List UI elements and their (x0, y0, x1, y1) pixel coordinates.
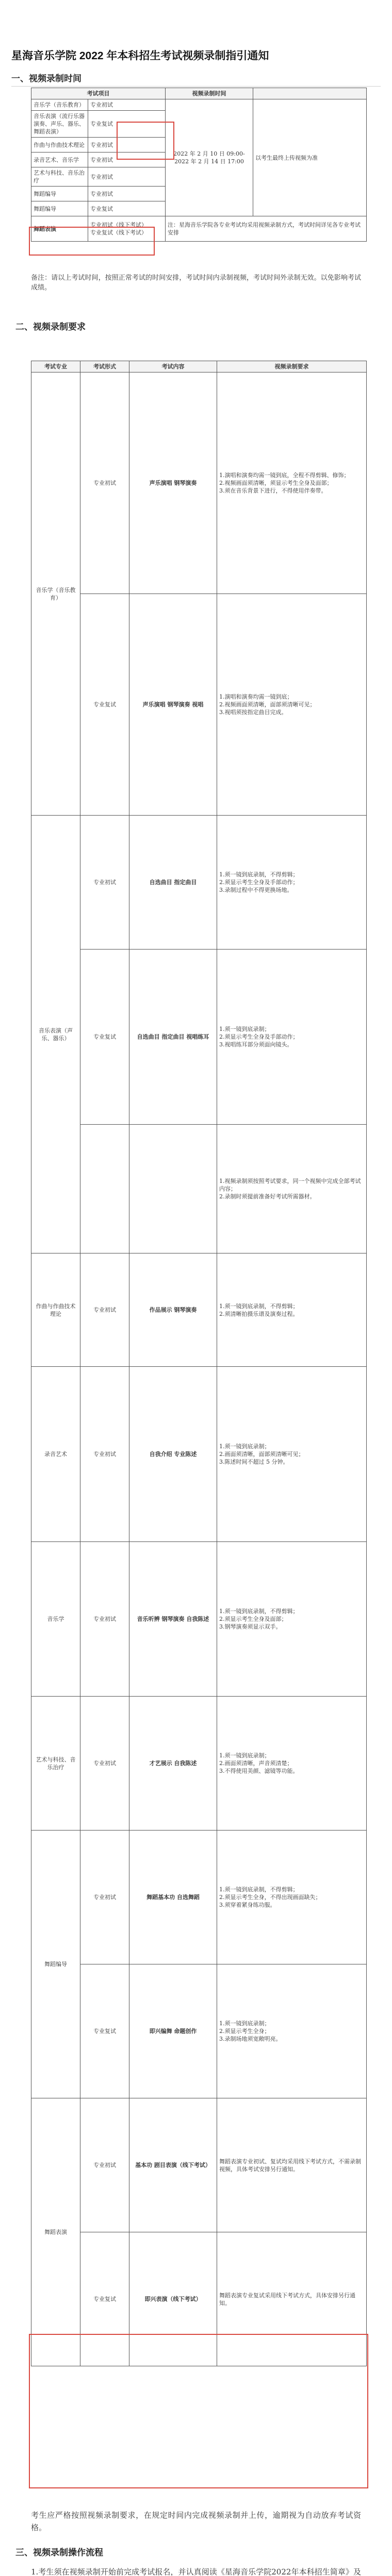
req-major: 作曲与作曲技术理论 (31, 1253, 80, 1367)
dance-highlight-box (29, 227, 155, 256)
schedule-label: 作曲与作曲技术理论 (31, 138, 88, 152)
req-header-requirement: 视频录制要求 (217, 361, 367, 372)
req-text: 1.演唱和演奏均需一镜到底； 2.视频画面须清晰，面部须清晰可见； 3.视唱须按指定曲目完成。 (217, 594, 367, 816)
schedule-highlight-detail: 专业初试（线下考试） 专业复试（线下考试） (88, 216, 166, 242)
schedule-header-empty (253, 88, 367, 99)
req-text: 1.须一镜到底录制； 2.画面须清晰，面部须清晰可见； 3.陈述时间不超过 5 分钟。 (217, 1367, 367, 1542)
req-text: 1.须一镜到底录制； 2.须显示考生全身； 3.录制场地须宽敞明亮。 (217, 1964, 367, 2098)
schedule-sub: 专业初试 (88, 138, 166, 152)
schedule-note: 以考生最终上传视频为准 (253, 99, 367, 216)
schedule-sub: 专业复试 (88, 201, 166, 216)
schedule-sub: 专业初试 (88, 187, 166, 201)
req-form: 专业复试 (80, 950, 129, 1125)
schedule-time: 2022 年 2 月 10 日 09:00-2022 年 2 月 14 日 17:00 (166, 99, 253, 216)
page-title: 星海音乐学院 2022 年本科招生考试视频录制指引通知 (11, 50, 269, 62)
schedule-header-project: 考试项目 (31, 88, 166, 99)
schedule-label: 录音艺术、音乐学 (31, 152, 88, 167)
req-content: 作品展示 钢琴演奏 (129, 1253, 217, 1367)
req-row (31, 1964, 367, 2098)
req-form: 专业初试 (80, 1367, 129, 1542)
req-header-form: 考试形式 (80, 361, 129, 372)
section3-intro: 考生应严格按照视频录制要求，在规定时间内完成视频录制并上传，逾期视为自动放弃考试资格。 (31, 2511, 361, 2532)
req-form (80, 1125, 129, 1253)
req-row (31, 1253, 367, 1367)
req-row (31, 1831, 367, 1964)
req-content: 自我介绍 专业陈述 (129, 1367, 217, 1542)
schedule-label: 艺术与科技、音乐治疗 (31, 167, 88, 187)
req-content: 舞蹈基本功 自选舞蹈 (129, 1831, 217, 1964)
req-form: 专业复试 (80, 1964, 129, 2098)
req-text: 舞蹈表演专业初试、复试均采用线下考试方式，不需录制视频，具体考试安排另行通知。 (217, 2098, 367, 2232)
req-content: 声乐演唱 钢琴演奏 视唱 (129, 594, 217, 816)
req-text: 1.视频录制须按照考试要求，同一个视频中完成全部考试内容； 2.录制时须提前准备好考试所需器材。 (217, 1125, 367, 1253)
req-form: 专业复试 (80, 594, 129, 816)
req-form: 专业复试 (80, 2232, 129, 2366)
req-text: 1.须一镜到底录制，不得剪辑； 2.须清晰拍摄乐谱及演奏过程。 (217, 1253, 367, 1367)
req-form: 专业初试 (80, 372, 129, 594)
req-major: 舞蹈表演 (31, 2098, 80, 2366)
req-form: 专业初试 (80, 1542, 129, 1697)
schedule-header-time: 视频录制时间 (166, 88, 253, 99)
schedule-label: 音乐学（音乐教育） (31, 99, 88, 111)
req-text: 1.演唱和演奏均需一镜到底，全程不得剪辑、修饰； 2.视频画面须清晰，须显示考生全身及面部； 3.须在音乐背景下进行，不得使用伴奏带。 (217, 372, 367, 594)
req-header-content: 考试内容 (129, 361, 217, 372)
req-form: 专业初试 (80, 816, 129, 950)
req-row (31, 372, 367, 594)
req-text: 舞蹈表演专业复试采用线下考试方式，具体安排另行通知。 (217, 2232, 367, 2366)
req-row (31, 816, 367, 950)
requirements-body (31, 372, 367, 2366)
schedule-label: 舞蹈编导 (31, 187, 88, 201)
time-highlight-box (117, 122, 174, 160)
req-content: 才艺展示 自我陈述 (129, 1697, 217, 1831)
req-form: 专业初试 (80, 1697, 129, 1831)
req-major: 音乐学 (31, 1542, 80, 1697)
req-content (129, 1125, 217, 1253)
steps-block (31, 2566, 361, 2576)
req-form: 专业初试 (80, 2098, 129, 2232)
req-row (31, 1367, 367, 1542)
req-content: 音乐听辨 钢琴演奏 自我陈述 (129, 1542, 217, 1697)
req-form: 专业初试 (80, 1253, 129, 1367)
dance-requirements-highlight-box (29, 2334, 368, 2488)
req-major: 舞蹈编导 (31, 1831, 80, 2098)
schedule-sub: 专业初试 (88, 99, 166, 111)
req-major: 音乐学（音乐教育） (31, 372, 80, 816)
req-text: 1.须一镜到底录制； 2.画面须清晰，声音须清楚； 3.不得使用美颜、滤镜等功能。 (217, 1697, 367, 1831)
req-row (31, 594, 367, 816)
req-text: 1.须一镜到底录制； 2.须显示考生全身及手部动作； 3.视唱练耳部分须面向镜头。 (217, 950, 367, 1125)
req-row (31, 1125, 367, 1253)
section3-heading: 三、视频录制操作流程 (15, 2548, 103, 2558)
schedule-label: 舞蹈编导 (31, 201, 88, 216)
schedule-extra-note: 注：星海音乐学院各专业考试均采用视频录制方式，考试时间详见各专业考试安排 (166, 216, 367, 242)
req-row (31, 950, 367, 1125)
schedule-sub: 专业初试 (88, 167, 166, 187)
req-major: 音乐表演（声乐、器乐） (31, 816, 80, 1253)
req-row (31, 2098, 367, 2232)
schedule-table (31, 88, 367, 242)
req-content: 即兴编舞 命题创作 (129, 1964, 217, 2098)
section1-footnote: 备注：请以上考试时间，按照正常考试的时间安排，考试时间内录制视频，考试时间外录制无效。以免影响考试成绩。 (31, 274, 361, 292)
req-row (31, 1542, 367, 1697)
req-text: 1.须一镜到底录制，不得剪辑； 2.须显示考生全身，不得出现画面缺失； 3.须穿着紧身练功服。 (217, 1831, 367, 1964)
req-content: 基本功 剧目表演（线下考试） (129, 2098, 217, 2232)
schedule-label: 音乐表演（流行乐器演奏、声乐、器乐、舞蹈表演） (31, 111, 88, 138)
req-row (31, 1697, 367, 1831)
req-content: 自选曲目 指定曲目 视唱练耳 (129, 950, 217, 1125)
req-text: 1.须一镜到底录制，不得剪辑； 2.须显示考生全身及手部动作； 3.录制过程中不得更换场地。 (217, 816, 367, 950)
req-header-major: 考试专业 (31, 361, 80, 372)
req-form: 专业初试 (80, 1831, 129, 1964)
schedule-sub: 专业复试 (88, 111, 166, 138)
req-text: 1.须一镜到底录制，不得剪辑； 2.须显示考生全身及面部； 3.钢琴演奏须显示双手。 (217, 1542, 367, 1697)
schedule-highlight-label: 舞蹈表演 (31, 216, 88, 242)
section1-heading: 一、视频录制时间 (11, 71, 381, 87)
section2-heading: 二、视频录制要求 (15, 322, 86, 332)
req-major: 录音艺术 (31, 1367, 80, 1542)
req-content: 自选曲目 指定曲目 (129, 816, 217, 950)
schedule-sub: 专业初试 (88, 152, 166, 167)
req-content: 即兴表演（线下考试） (129, 2232, 217, 2366)
req-content: 声乐演唱 钢琴演奏 (129, 372, 217, 594)
requirements-table (31, 361, 367, 2366)
req-major: 艺术与科技、音乐治疗 (31, 1697, 80, 1831)
step-item: 1.考生须在视频录制开始前完成考试报名，并认真阅读《星海音乐学院2022年本科招生简章》及 (31, 2567, 361, 2576)
